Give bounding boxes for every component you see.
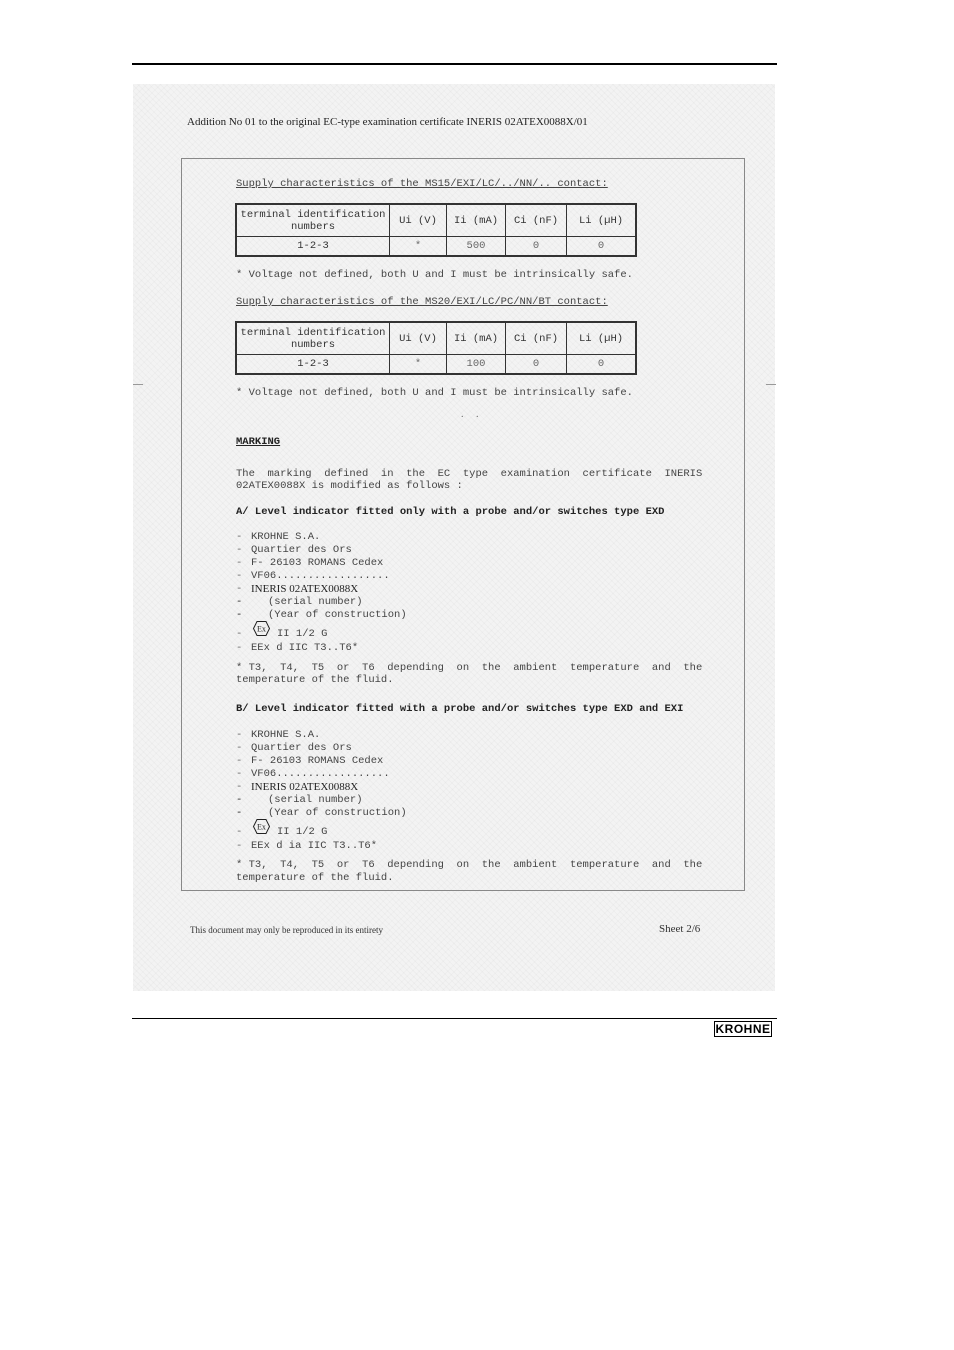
cell-ii: 500 [447, 237, 506, 257]
header-ui: Ui (V) [390, 204, 447, 237]
cell-ui: * [390, 237, 447, 257]
section1-title: Supply characteristics of the MS15/EXI/LC/../NN/.. contact: [236, 178, 608, 190]
marking-b-note-line1: * T3, T4, T5 or T6 depending on the ambient temperature and the [236, 859, 703, 871]
list-dash: - [236, 794, 243, 806]
marking-intro-line1: The marking defined in the EC type examination certificate INERIS [236, 468, 703, 480]
cell-li: 0 [567, 355, 637, 375]
svg-text:Ex: Ex [257, 624, 266, 634]
list-dash: - [236, 826, 243, 838]
header-terminal: terminal identification numbers [236, 322, 390, 355]
header-li: Li (µH) [567, 204, 637, 237]
list-item: Quartier des Ors [251, 544, 352, 556]
list-dash: - [236, 544, 243, 556]
header-ci: Ci (nF) [506, 322, 567, 355]
marking-a-note-line1: * T3, T4, T5 or T6 depending on the ambient temperature and the [236, 662, 703, 674]
cell-li: 0 [567, 237, 637, 257]
list-dash: - [236, 628, 243, 640]
table-row [236, 355, 636, 375]
list-item: (Year of construction) [268, 609, 407, 621]
list-item: KROHNE S.A. [251, 729, 321, 741]
list-dash: - [236, 755, 243, 767]
list-dash: - [236, 531, 243, 543]
list-dash: - [236, 840, 243, 852]
list-item: VF06.................. [251, 570, 390, 582]
list-dash: - [236, 557, 243, 569]
marking-intro-line2: 02ATEX0088X is modified as follows : [236, 480, 463, 492]
header-ii: Ii (mA) [447, 322, 506, 355]
list-item: (Year of construction) [268, 807, 407, 819]
krohne-logo: KROHNE [715, 1022, 771, 1036]
list-item: II 1/2 G [277, 826, 328, 838]
top-rule [132, 63, 777, 65]
marking-b-note-line2: temperature of the fluid. [236, 872, 394, 884]
cell-ui: * [390, 355, 447, 375]
header-ii: Ii (mA) [447, 204, 506, 237]
header-li: Li (µH) [567, 322, 637, 355]
list-item: II 1/2 G [277, 628, 328, 640]
list-dash: - [236, 729, 243, 741]
scan-edge-mark-right [766, 384, 776, 385]
list-item: Quartier des Ors [251, 742, 352, 754]
list-item: EEx d ia IIC T3..T6* [251, 840, 378, 852]
marking-a-note-line2: temperature of the fluid. [236, 674, 394, 686]
list-item: (serial number) [268, 794, 363, 806]
header-ui: Ui (V) [390, 322, 447, 355]
reproduction-note: This document may only be reproduced in its entirety [190, 925, 383, 935]
cell-terminals: 1-2-3 [236, 237, 390, 257]
sheet-number: Sheet 2/6 [659, 923, 701, 935]
ex-hexagon-icon [253, 621, 270, 636]
supply-table-ms15 [235, 203, 637, 257]
supply-table-ms20 [235, 321, 637, 375]
list-item: F- 26103 ROMANS Cedex [251, 755, 384, 767]
marking-a-title: A/ Level indicator fitted only with a probe and/or switches type EXD [236, 506, 665, 518]
marking-heading: MARKING [236, 436, 281, 448]
cell-terminals: 1-2-3 [236, 355, 390, 375]
section1-note: * Voltage not defined, both U and I must be intrinsically safe. [236, 269, 633, 281]
table-row [236, 237, 636, 257]
addition-header: Addition No 01 to the original EC-type examination certificate INERIS 02ATEX0088X/01 [187, 116, 588, 128]
svg-text:Ex: Ex [257, 822, 266, 832]
list-dash: - [236, 742, 243, 754]
header-terminal: terminal identification numbers [236, 204, 390, 237]
list-dash: - [236, 570, 243, 582]
list-item: KROHNE S.A. [251, 531, 321, 543]
list-dash: - [236, 596, 243, 608]
list-dash: - [236, 781, 243, 793]
scan-edge-mark-left [133, 384, 143, 385]
header-ci: Ci (nF) [506, 204, 567, 237]
section2-note: * Voltage not defined, both U and I must be intrinsically safe. [236, 387, 633, 399]
list-dash: - [236, 768, 243, 780]
list-item: VF06.................. [251, 768, 390, 780]
cell-ii: 100 [447, 355, 506, 375]
list-dash: - [236, 807, 243, 819]
list-item: INERIS 02ATEX0088X [251, 781, 359, 793]
list-item: INERIS 02ATEX0088X [251, 583, 359, 595]
stray-dots: . . [461, 409, 484, 420]
bottom-rule [132, 1018, 777, 1019]
ex-hexagon-icon [253, 819, 270, 834]
cell-ci: 0 [506, 355, 567, 375]
list-dash: - [236, 609, 243, 621]
list-item: EEx d IIC T3..T6* [251, 642, 359, 654]
cell-ci: 0 [506, 237, 567, 257]
list-dash: - [236, 642, 243, 654]
section2-title: Supply characteristics of the MS20/EXI/LC/PC/NN/BT contact: [236, 296, 608, 308]
list-dash: - [236, 583, 243, 595]
list-item: F- 26103 ROMANS Cedex [251, 557, 384, 569]
marking-b-title: B/ Level indicator fitted with a probe and/or switches type EXD and EXI [236, 703, 684, 715]
list-item: (serial number) [268, 596, 363, 608]
